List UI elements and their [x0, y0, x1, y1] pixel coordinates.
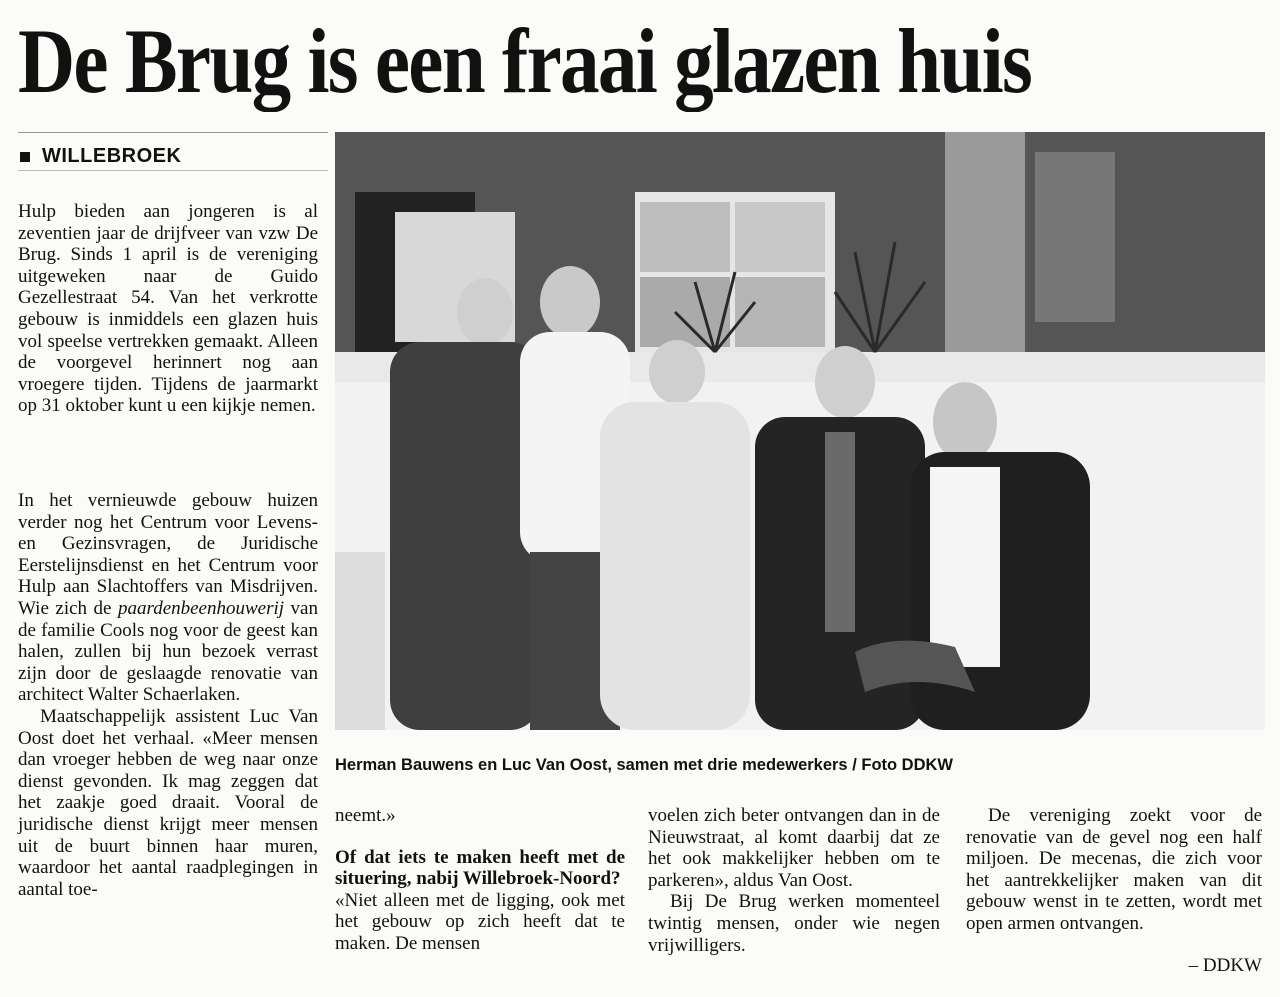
- body-column-2: [335, 805, 625, 955]
- top-rule: [18, 132, 328, 133]
- photo-caption: Herman Bauwens en Luc Van Oost, samen met drie medewerkers / Foto DDKW: [335, 756, 954, 774]
- group-photo: [335, 132, 1265, 730]
- col3-paragraph-1: voelen zich beter ontvangen dan in de Nieuwstraat, al komt daarbij dat ze het ook makkelijker hebben om te parkeren», aldus Van Oost.: [648, 805, 940, 891]
- kicker-rule: [18, 170, 328, 171]
- lead-text: Hulp bieden aan jongeren is al zeventien jaar de drijfveer van vzw De Brug. Sinds 1 april is de vereniging uitgeweken naar de Guido Gezellestraat 54. Van het verkrotte gebouw is inmiddels een glazen huis vol speelse vertrekken gemaakt. Alleen de voorgevel herinnert nog aan vroegere tijden. Tijdens de jaarmarkt op 31 oktober kunt u een kijkje nemen.: [18, 201, 318, 417]
- interview-question: Of dat iets te maken heeft met de situering, nabij Willebroek-Noord?: [335, 846, 625, 890]
- col2-paragraph-1: neemt.»: [335, 805, 396, 826]
- col3-paragraph-2: Bij De Brug werken momenteel twintig mensen, onder wie negen vrijwilligers.: [648, 891, 940, 956]
- square-bullet-icon: [20, 152, 30, 162]
- col4-paragraph-1: De vereniging zoekt voor de renovatie van de gevel nog een half miljoen. De mecenas, die zich voor het aantrekkelijker maken van dit gebouw wenst in te zetten, wordt met open armen ontvangen.: [966, 805, 1262, 934]
- headline: De Brug is een fraai glazen huis: [18, 10, 1032, 112]
- body-paragraph-1: In het vernieuwde gebouw huizen verder nog het Centrum voor Levens- en Gezinsvragen, de Juridische Eerstelijnsdienst en het Centrum voor Hulp aan Slachtoffers van Misdrijven. Wie zich de paardenbeenhouwerij van de familie Cools nog voor de geest kan halen, zullen bij hun bezoek verrast zijn door de geslaagde renovatie van architect Walter Schaerlaken.: [18, 490, 318, 706]
- body-paragraph-2: Maatschappelijk assistent Luc Van Oost doet het verhaal. «Meer mensen dan vroeger hebben de weg naar onze dienst gevonden. Ik mag zeggen dat het zaakje goed draait. Vooral de juridische dienst krijgt meer mensen uit de buurt binnen haar muren, waardoor het aantal raadplegingen in aantal toe-: [18, 705, 318, 900]
- lead-paragraph: [18, 201, 318, 417]
- body-column-3: [648, 805, 940, 956]
- col2-paragraph-2: «Niet alleen met de ligging, ook met het gebouw op zich heeft dat te maken. De mensen: [335, 889, 625, 954]
- kicker-label: WILLEBROEK: [42, 145, 182, 167]
- author-signature: – DDKW: [1188, 955, 1262, 976]
- body-column-4: [966, 805, 1262, 935]
- group-photo-illustration: [335, 132, 1265, 730]
- body-column-1: [18, 490, 318, 900]
- italic-term: paardenbeenhouwerij: [118, 597, 285, 619]
- kicker: [20, 145, 181, 168]
